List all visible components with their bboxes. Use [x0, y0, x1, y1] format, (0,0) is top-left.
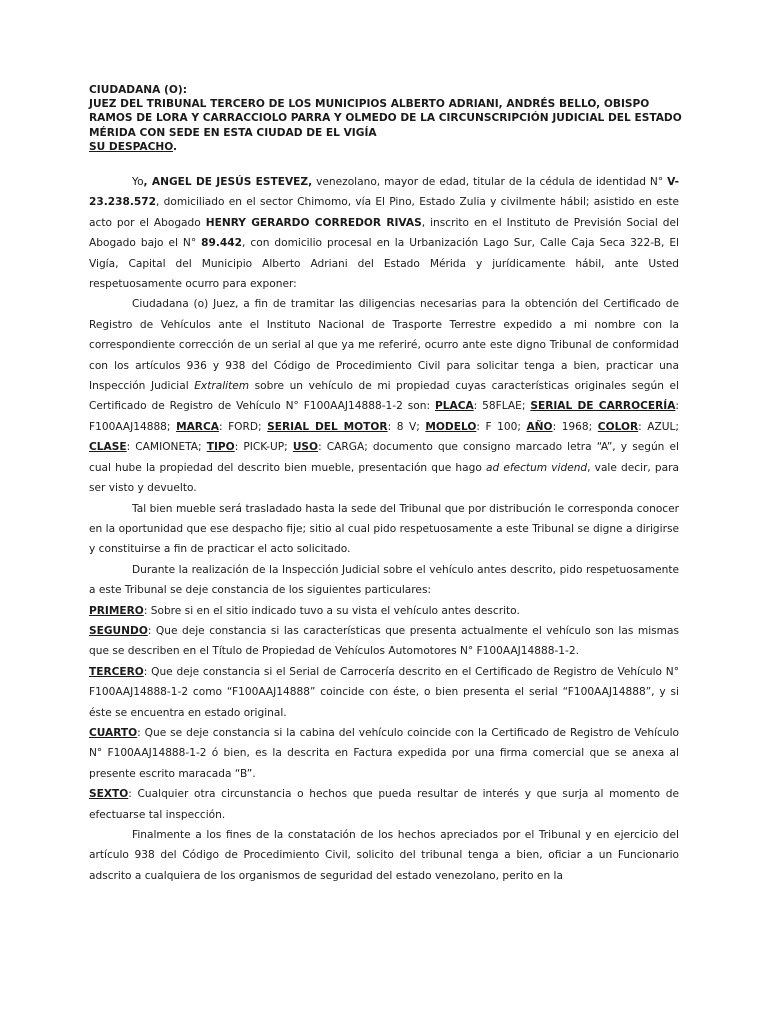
item-tercero: TERCERO: Que deje constancia si el Serial de Carrocería descrito en el Certificado de Registro de Vehículo N° F100AAJ14888-1-2 como “F100AAJ14888” coincide con éste, o bien presenta el serial “F100AAJ14888”, y si éste se encuentra en estado original. [89, 665, 679, 719]
document-body [89, 172, 679, 886]
uso-label: USO [292, 441, 319, 454]
addressee-line: CIUDADANA (O): [89, 84, 187, 96]
marca-label: MARCA [176, 420, 219, 433]
paragraph-request: Ciudadana (o) Juez, a fin de tramitar las diligencias necesarias para la obtención del Certificado de Registro de Vehículos ante el Instituto Nacional de Trasporte Terrestre expedido a mi nombre con la correspondiente corrección de un serial al que ya me referiré, ocurro ante este digno Tribunal de conformidad con los artículos 936 y 938 del Código de Procedimiento Civil para solicitar tenga a bien, practicar una Inspección Judicial Extralitem sobre un vehículo de mi propiedad cuyas características originales según el Certificado de Registro de Vehículo N° F100AAJ14888-1-2 son: PLACA: 58FLAE; SERIAL DE CARROCERÍA: F100AAJ14888; MARCA: FORD; SERIAL DEL MOTOR: 8 V; MODELO: F 100; AÑO: 1968; COLOR: AZUL; CLASE: CAMIONETA; TIPO: PICK-UP; USO: CARGA; documento que consigno marcado letra “A”, y según el cual hube la propiedad del descrito bien mueble, presentación que hago ad efectum vidend, vale decir, para ser visto y devuelto. [89, 298, 679, 495]
placa-label: PLACA [434, 400, 474, 413]
ipsa-number: 89.442 [201, 237, 243, 250]
item-cuarto: CUARTO: Que se deje constancia si la cabina del vehículo coincide con la Certificado de Registro de Vehículo N° F100AAJ14888-1-2 ó bien, es la descrita en Factura expedida por una firma comercial que se anexa al presente escrito maracada “B”. [89, 726, 679, 780]
item-segundo: SEGUNDO: Que deje constancia si las características que presenta actualmente el vehículo son las mismas que se describen en el Título de Propiedad de Vehículos Automotores N° F100AAJ14888-1-2. [89, 624, 679, 658]
carroceria-label: SERIAL DE CARROCERÍA [530, 400, 676, 413]
paragraph-intro: Yo, ANGEL DE JESÚS ESTEVEZ, venezolano, mayor de edad, titular de la cédula de identidad N° V-23.238.572, domiciliado en el sector Chimomo, vía El Pino, Estado Zulia y civilmente hábil; asistido en este acto por el Abogado HENRY GERARDO CORREDOR RIVAS, inscrito en el Instituto de Previsión Social del Abogado bajo el N° 89.442, con domicilio procesal en la Urbanización Lago Sur, Calle Caja Seca 322-B, El Vigía, Capital del Municipio Alberto Adriani del Estado Mérida y jurídicamente hábil, ante Usted respetuosamente ocurro para exponer: [89, 176, 679, 291]
segundo-label: SEGUNDO [89, 624, 148, 637]
paragraph-particulars: Durante la realización de la Inspección Judicial sobre el vehículo antes descrito, pido respetuosamente a este Tribunal se deje constancia de los siguientes particulares: [89, 563, 679, 597]
id-number: V-23.238.572 [89, 176, 679, 209]
court-name: JUEZ DEL TRIBUNAL TERCERO DE LOS MUNICIPIOS ALBERTO ADRIANI, ANDRÉS BELLO, OBISPO RAMOS DE LORA Y CARRACCIOLO PARRA Y OLMEDO DE LA CIRCUNSCRIPCIÓN JUDICIAL DEL ESTADO MÉRIDA CON SEDE EN ESTA CIUDAD DE EL VIGÍA [89, 98, 682, 139]
su-despacho-text: SU DESPACHO [89, 140, 173, 153]
clase-label: CLASE [89, 441, 127, 454]
item-sexto: SEXTO: Cualquier otra circunstancia o hechos que pueda resultar de interés y que surja al momento de efectuarse tal inspección. [89, 788, 679, 821]
tercero-label: TERCERO [89, 665, 144, 678]
primero-label: PRIMERO [89, 604, 144, 617]
tipo-label: TIPO [206, 441, 235, 454]
modelo-label: MODELO [425, 420, 477, 433]
paragraph-final: Finalmente a los fines de la constatación de los hechos apreciados por el Tribunal y en ejercicio del artículo 938 del Código de Procedimiento Civil, solicito del tribunal tenga a bien, oficiar a un Funcionario adscrito a cualquiera de los organismos de seguridad del estado venezolano, perito en la [89, 829, 679, 882]
applicant-name: , ANGEL DE JESÚS ESTEVEZ, [143, 176, 313, 188]
motor-label: SERIAL DEL MOTOR [267, 420, 388, 433]
color-label: COLOR [597, 420, 639, 433]
sexto-label: SEXTO [89, 788, 129, 801]
su-despacho-line: SU DESPACHO. [89, 140, 178, 153]
item-primero: PRIMERO: Sobre si en el sitio indicado tuvo a su vista el vehículo antes descrito. [89, 604, 520, 617]
document-header [89, 83, 689, 154]
cuarto-label: CUARTO [89, 726, 138, 739]
paragraph-transfer: Tal bien mueble será trasladado hasta la sede del Tribunal que por distribución le corresponda conocer en la oportunidad que ese despacho fije; sitio al cual pido respetuosamente a este Tribunal se digne a dirigirse y constituirse a fin de practicar el acto solicitado. [89, 502, 679, 556]
ano-label: AÑO [526, 420, 553, 433]
lawyer-name: HENRY GERARDO CORREDOR RIVAS [205, 216, 422, 229]
